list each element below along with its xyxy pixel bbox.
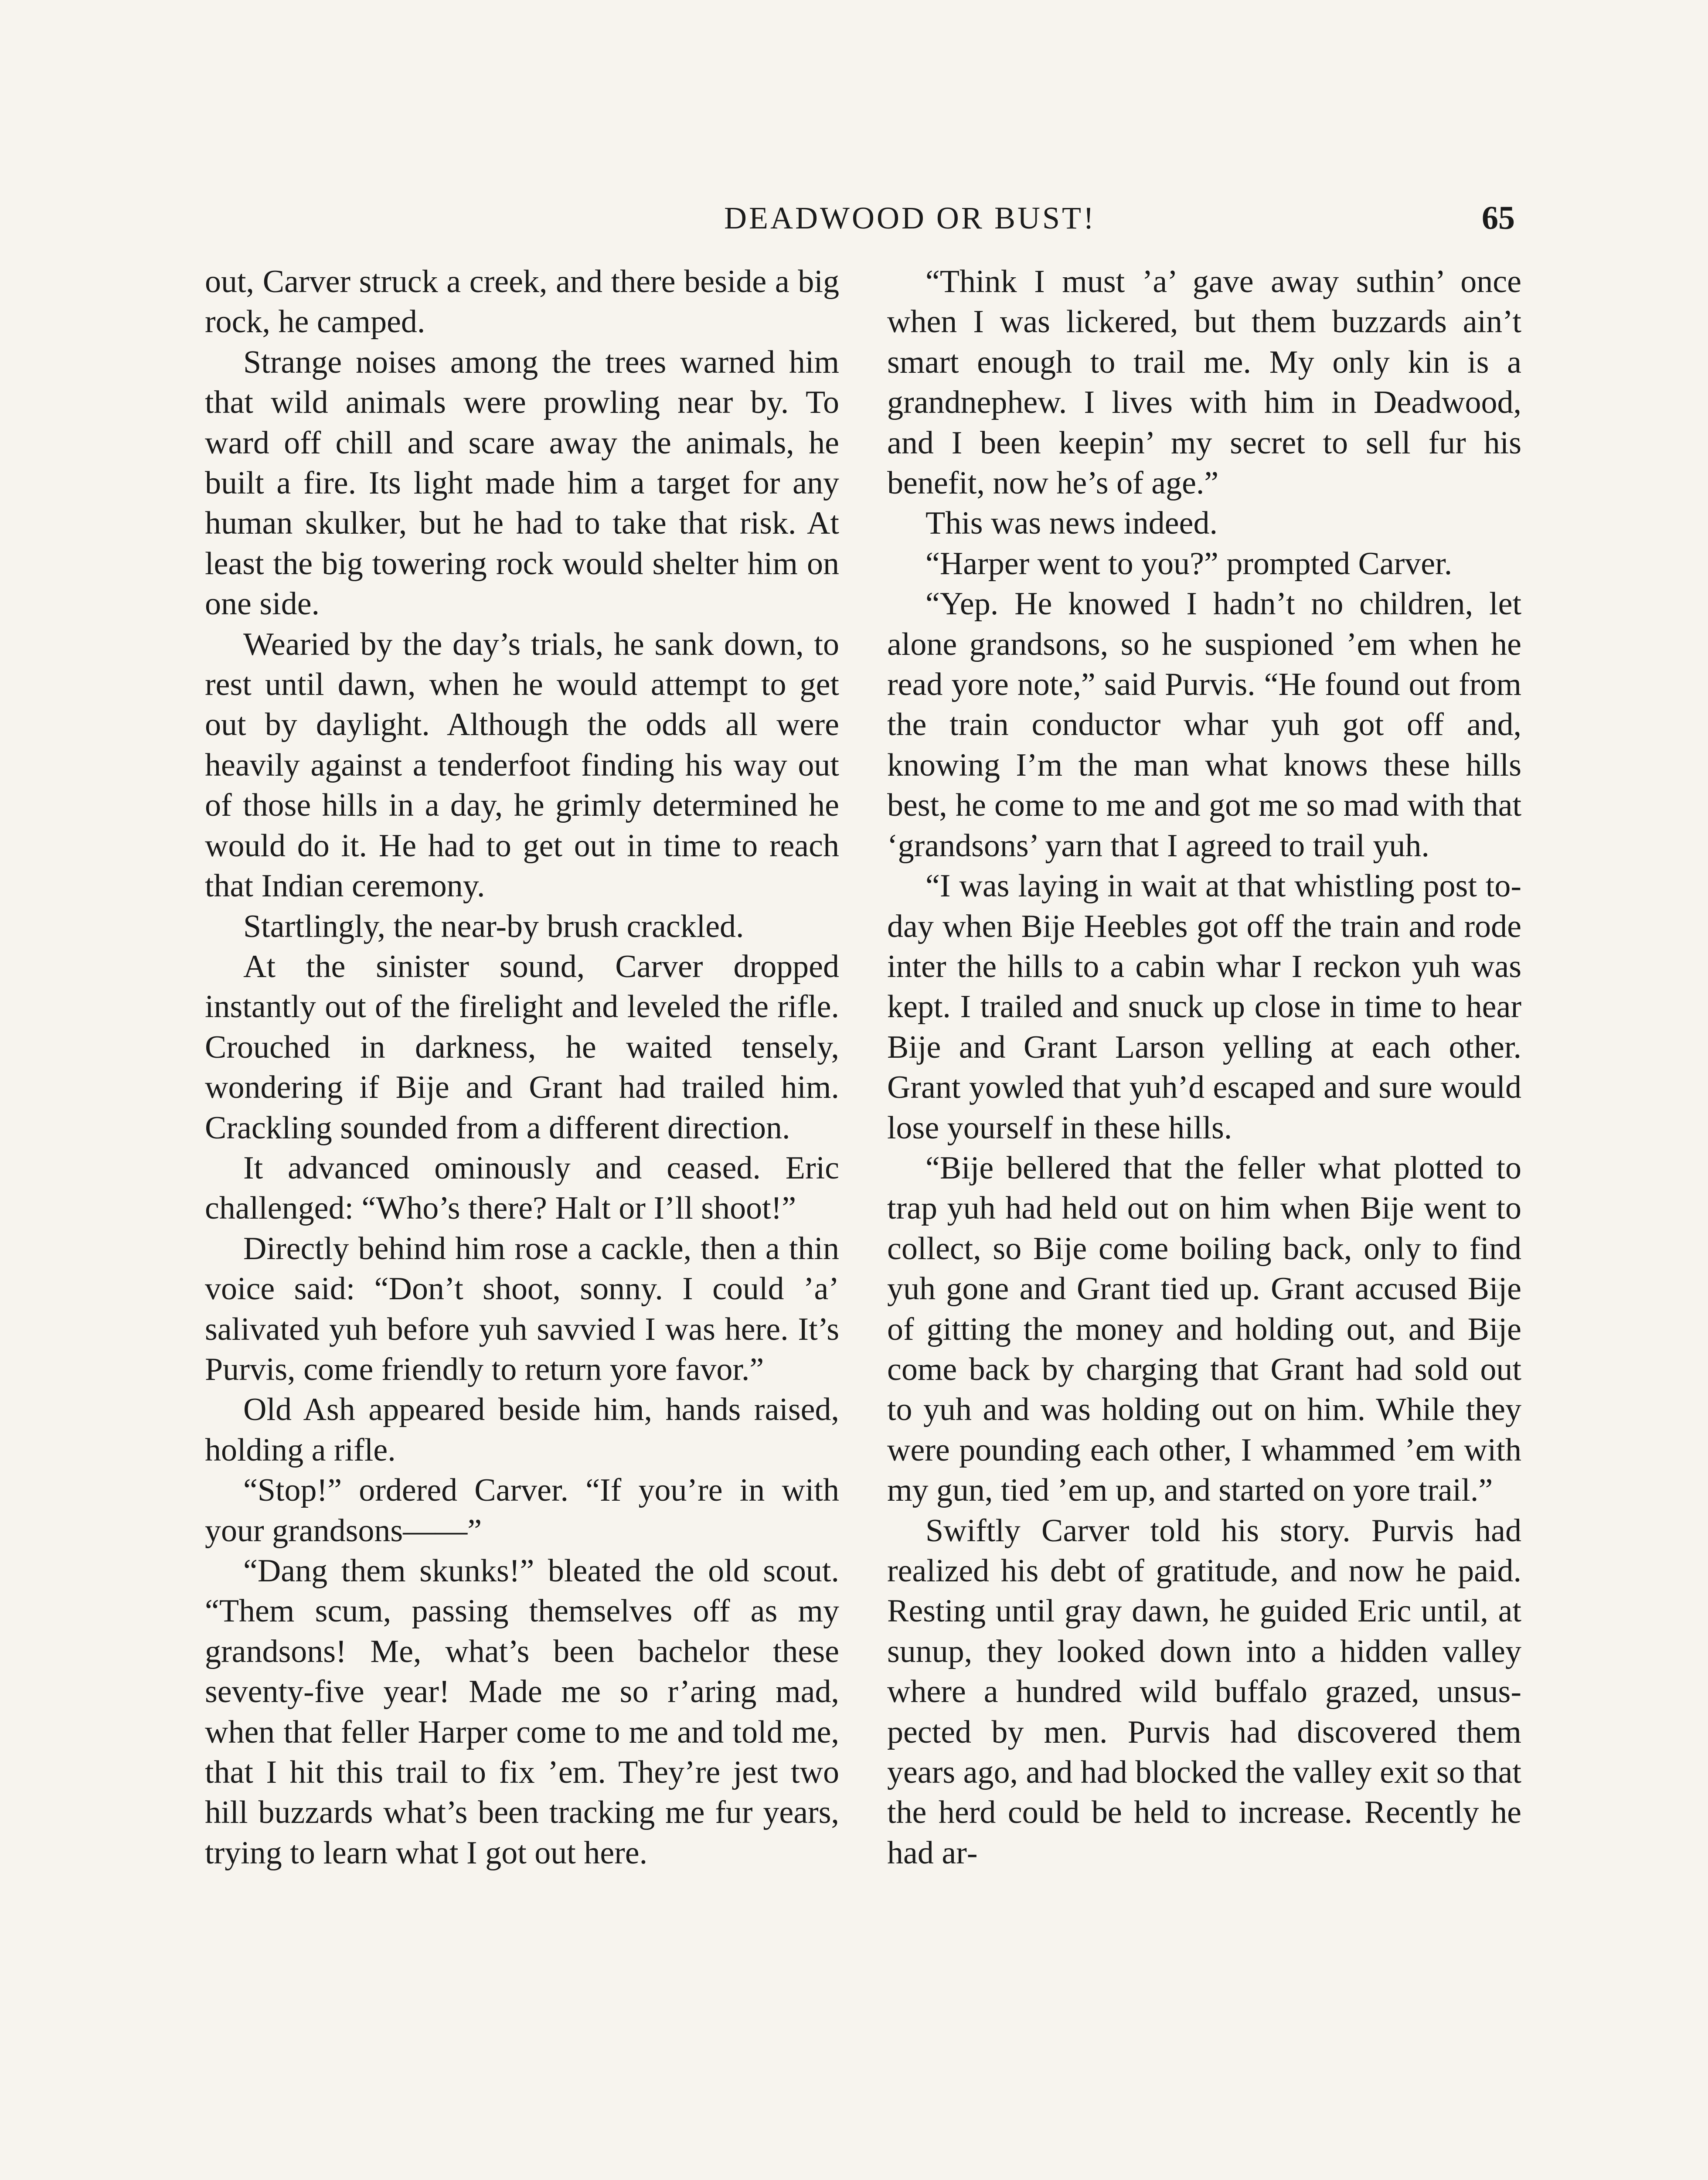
paragraph: Strange noises among the trees warned him that wild animals were prowling near by. To ward off chill and scare away the animals, he built a fire. Its light made him a target for any human skulker, but he had to take that risk. At least the big towering rock would shelter him on one side. xyxy=(205,344,839,622)
paragraph: out, Carver struck a creek, and there beside a big rock, he camped. xyxy=(205,264,839,340)
paragraph: It advanced ominously and ceased. Eric challenged: “Who’s there? Halt or I’ll shoot!” xyxy=(205,1150,839,1226)
paragraph: “Harper went to you?” prompted Carver. xyxy=(925,545,1453,582)
page-number: 65 xyxy=(1482,200,1515,236)
left-column xyxy=(205,262,839,1873)
paragraph: This was news indeed. xyxy=(925,505,1218,542)
paragraph: At the sinister sound, Carver dropped instantly out of the firelight and leveled the rifle. Crouched in darkness, he waited tensely, wondering if Bije and Grant had trailed him. Crackling sounded from a different direction. xyxy=(205,948,839,1146)
paragraph: “Yep. He knowed I hadn’t no children, let alone grandsons, so he suspioned ’em when he read yore note,” said Purvis. “He found out from the train conductor whar yuh got off and, knowing I’m the man what knows these hills best, he come to me and got me so mad with that ‘grandsons’ yarn that I agreed to trail yuh. xyxy=(887,586,1521,864)
paragraph: “Think I must ’a’ gave away suthin’ once when I was lickered, but them buzzards ain’t smart enough to trail me. My only kin is a grandnephew. I lives with him in Deadwood, and I been keepin’ my secret to sell fur his benefit, now he’s of age.” xyxy=(887,264,1521,501)
paragraph: “Dang them skunks!” bleated the old scout. “Them scum, passing themselves off as my grandsons! Me, what’s been bachelor these seventy-five year! Made me so r’aring mad, when that feller Harper come to me and told me, that I hit this trail to fix ’em. They’re jest two hill buzzards what’s been tracking me fur years, trying to learn what I got out here. xyxy=(205,1553,839,1871)
paragraph: “Stop!” ordered Carver. “If you’re in with your grandsons——” xyxy=(205,1472,839,1549)
paragraph: “I was laying in wait at that whistling post to-day when Bije Heebles got off the train and rode inter the hills to a cabin whar I reckon yuh was kept. I trailed and snuck up close in time to hear Bije and Grant Larson yelling at each other. Grant yowled that yuh’d escaped and sure would lose yourself in these hills. xyxy=(887,868,1521,1146)
paragraph: Old Ash appeared beside him, hands raised, holding a rifle. xyxy=(205,1392,839,1468)
paragraph: “Bije bellered that the feller what plotted to trap yuh had held out on him when Bije went to collect, so Bije come boiling back, only to find yuh gone and Grant tied up. Grant accused Bije of gitting the money and holding out, and Bije come back by charging that Grant had sold out to yuh and was holding out on him. While they were pounding each other, I whammed ’em with my gun, tied ’em up, and started on yore trail.” xyxy=(887,1150,1521,1509)
paragraph: Startlingly, the near-by brush crackled. xyxy=(243,908,744,944)
running-head: DEADWOOD OR BUST! xyxy=(724,201,1096,235)
paragraph: Swiftly Carver told his story. Purvis had realized his debt of gratitude, and now he paid. Resting until gray dawn, he guided Eric until, at sunup, they looked down into a hidden valley where a hundred wild buffalo grazed, unsuspected by men. Purvis had discovered them years ago, and had blocked the valley exit so that the herd could be held to increase. Recently he had ar‑ xyxy=(887,1512,1521,1871)
page-header xyxy=(205,192,1515,244)
paragraph: Wearied by the day’s trials, he sank down, to rest until dawn, when he would attempt to get out by daylight. Although the odds all were heavily against a tenderfoot finding his way out of those hills in a day, he grimly determined he would do it. He had to get out in time to reach that Indian ceremony. xyxy=(205,626,839,904)
paragraph: Directly behind him rose a cackle, then a thin voice said: “Don’t shoot, sonny. I could ’a’ salivated yuh before yuh savvied I was here. It’s Purvis, come friendly to return yore favor.” xyxy=(205,1230,839,1387)
right-column xyxy=(887,262,1521,1873)
